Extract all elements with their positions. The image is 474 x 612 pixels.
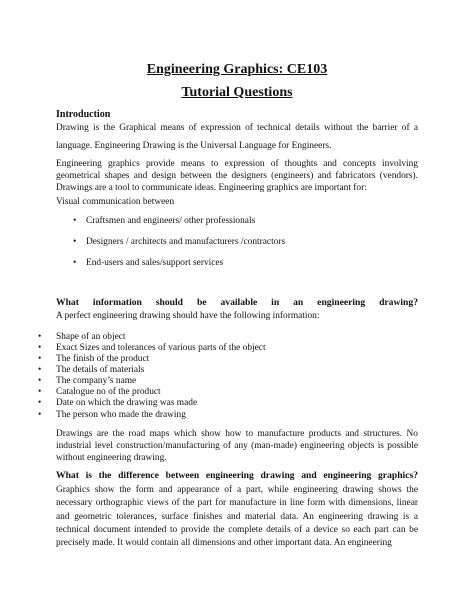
roadmap-paragraph: Drawings are the road maps which show how to manufacture products and structures. No industrial level construction/manufacturing of any (man-made) engineering objects is possible without engineering drawing. xyxy=(56,429,418,464)
intro-line-2: language. Engineering Drawing is the Universal Language for Engineers. xyxy=(56,141,332,151)
comm-bullet-text: Craftsmen and engineers/ other professionals xyxy=(86,216,256,226)
bullet-icon: • xyxy=(73,258,77,268)
question-1-intro: A perfect engineering drawing should have the following information: xyxy=(56,311,320,321)
bullet-icon: • xyxy=(38,387,42,397)
info-list-text: The finish of the product xyxy=(56,354,150,364)
bullet-icon: • xyxy=(38,332,42,342)
bullet-icon: • xyxy=(73,237,77,247)
info-list-text: Exact Sizes and tolerances of various parts of the object xyxy=(56,343,266,353)
info-list-text: Date on which the drawing was made xyxy=(56,398,198,408)
question-2-paragraph: Graphics show the form and appearance of a part, while engineering drawing shows the necessary orthographic views of the part for manufacture in line form with dimensions, linear and geometric tolerances, surface finishes and material data. An engineering drawing is a technical document intended to provide the complete details of a device so each part can be precisely made. It would contain all dimensions and other important data. An engineering xyxy=(56,485,418,549)
info-list-text: The company’s name xyxy=(56,376,137,386)
comm-bullet-text: End-users and sales/support services xyxy=(86,258,224,268)
visual-communication-label: Visual communication between xyxy=(56,197,175,207)
bullet-icon: • xyxy=(38,376,42,386)
info-list-text: The person who made the drawing xyxy=(56,410,186,420)
bullet-icon: • xyxy=(38,365,42,375)
comm-bullet-text: Designers / architects and manufacturers /contractors xyxy=(86,237,286,247)
bullet-icon: • xyxy=(38,343,42,353)
document-title: Engineering Graphics: CE103 xyxy=(146,62,328,77)
question-1-heading: What information should be available in an engineering drawing? xyxy=(56,297,418,308)
info-list-text: Shape of an object xyxy=(56,332,126,342)
bullet-icon: • xyxy=(38,410,42,420)
info-list-text: The details of materials xyxy=(56,365,145,375)
intro-line-1: Drawing is the Graphical means of expression of technical details without the barrier of a xyxy=(56,123,418,133)
introduction-heading: Introduction xyxy=(56,109,111,120)
question-2-heading: What is the difference between engineering drawing and engineering graphics? xyxy=(56,470,418,481)
info-list-text: Catalogue no of the product xyxy=(56,387,161,397)
bullet-icon: • xyxy=(73,216,77,226)
document-subtitle: Tutorial Questions xyxy=(181,85,293,100)
bullet-icon: • xyxy=(38,354,42,364)
bullet-icon: • xyxy=(38,398,42,408)
intro-paragraph-2: Engineering graphics provide means to expression of thoughts and concepts involving geometrical shapes and design between the designers (engineers) and fabricators (vendors). Drawings are a tool to communicate ideas. Engineering graphics are important for: xyxy=(56,159,418,194)
